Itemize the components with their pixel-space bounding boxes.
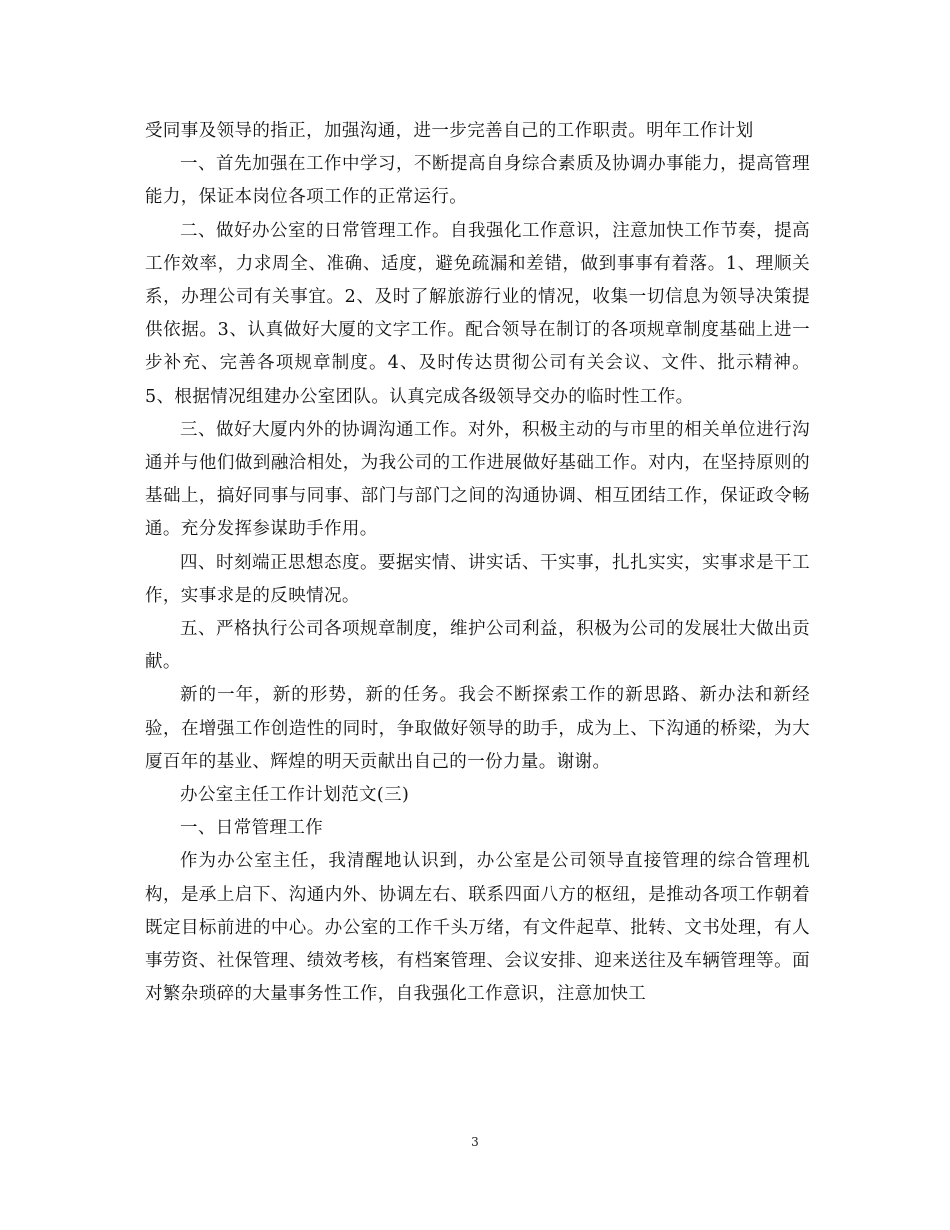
paragraph-10: 作为办公室主任，我清醒地认识到，办公室是公司领导直接管理的综合管理机构，是承上启下、沟通内外、协调左右、联系四面八方的枢纽，是推动各项工作朝着既定目标前进的中心。办公室的工作千头万绪，有文件起草、批转、文书处理，有人事劳资、社保管理、绩效考核，有档案管理、会议安排、迎来送往及车辆管理等。面对繁杂琐碎的大量事务性工作，自我强化工作意识，注意加快工: [145, 851, 810, 1005]
page-number: 3: [471, 1135, 479, 1149]
paragraph-6: 五、严格执行公司各项规章制度，维护公司利益，积极为公司的发展壮大做出贡献。: [145, 619, 810, 673]
paragraph-2: 一、首先加强在工作中学习，不断提高自身综合素质及协调办事能力，提高管理能力，保证本岗位各项工作的正常运行。: [145, 154, 810, 208]
section-heading: 办公室主任工作计划范文(三): [180, 785, 410, 806]
document-body: [145, 115, 810, 1011]
subsection-heading: 一、日常管理工作: [180, 818, 324, 839]
paragraph-1: 受同事及领导的指正，加强沟通，进一步完善自己的工作职责。明年工作计划: [145, 121, 754, 141]
paragraph-7: 新的一年，新的形势，新的任务。我会不断探索工作的新思路、新办法和新经验，在增强工作创造性的同时，争取做好领导的助手，成为上、下沟通的桥梁，为大厦百年的基业、辉煌的明天贡献出自己的一份力量。谢谢。: [145, 685, 810, 772]
paragraph-5: 四、时刻端正思想态度。要据实情、讲实话、干实事，扎扎实实，实事求是干工作，实事求是的反映情况。: [145, 552, 810, 606]
paragraph-4: 三、做好大厦内外的协调沟通工作。对外，积极主动的与市里的相关单位进行沟通并与他们做到融洽相处，为我公司的工作进展做好基础工作。对内，在坚持原则的基础上，搞好同事与同事、部门与部门之间的沟通协调、相互团结工作，保证政令畅通。充分发挥参谋助手作用。: [145, 419, 810, 540]
paragraph-3: 二、做好办公室的日常管理工作。自我强化工作意识，注意加快工作节奏，提高工作效率，力求周全、准确、适度，避免疏漏和差错，做到事事有着落。1、理顺关系，办理公司有关事宜。2、及时了解旅游行业的情况，收集一切信息为领导决策提供依据。3、认真做好大厦的文字工作。配合领导在制订的各项规章制度基础上进一步补充、完善各项规章制度。4、及时传达贯彻公司有关会议、文件、批示精神。5、根据情况组建办公室团队。认真完成各级领导交办的临时性工作。: [145, 220, 810, 407]
